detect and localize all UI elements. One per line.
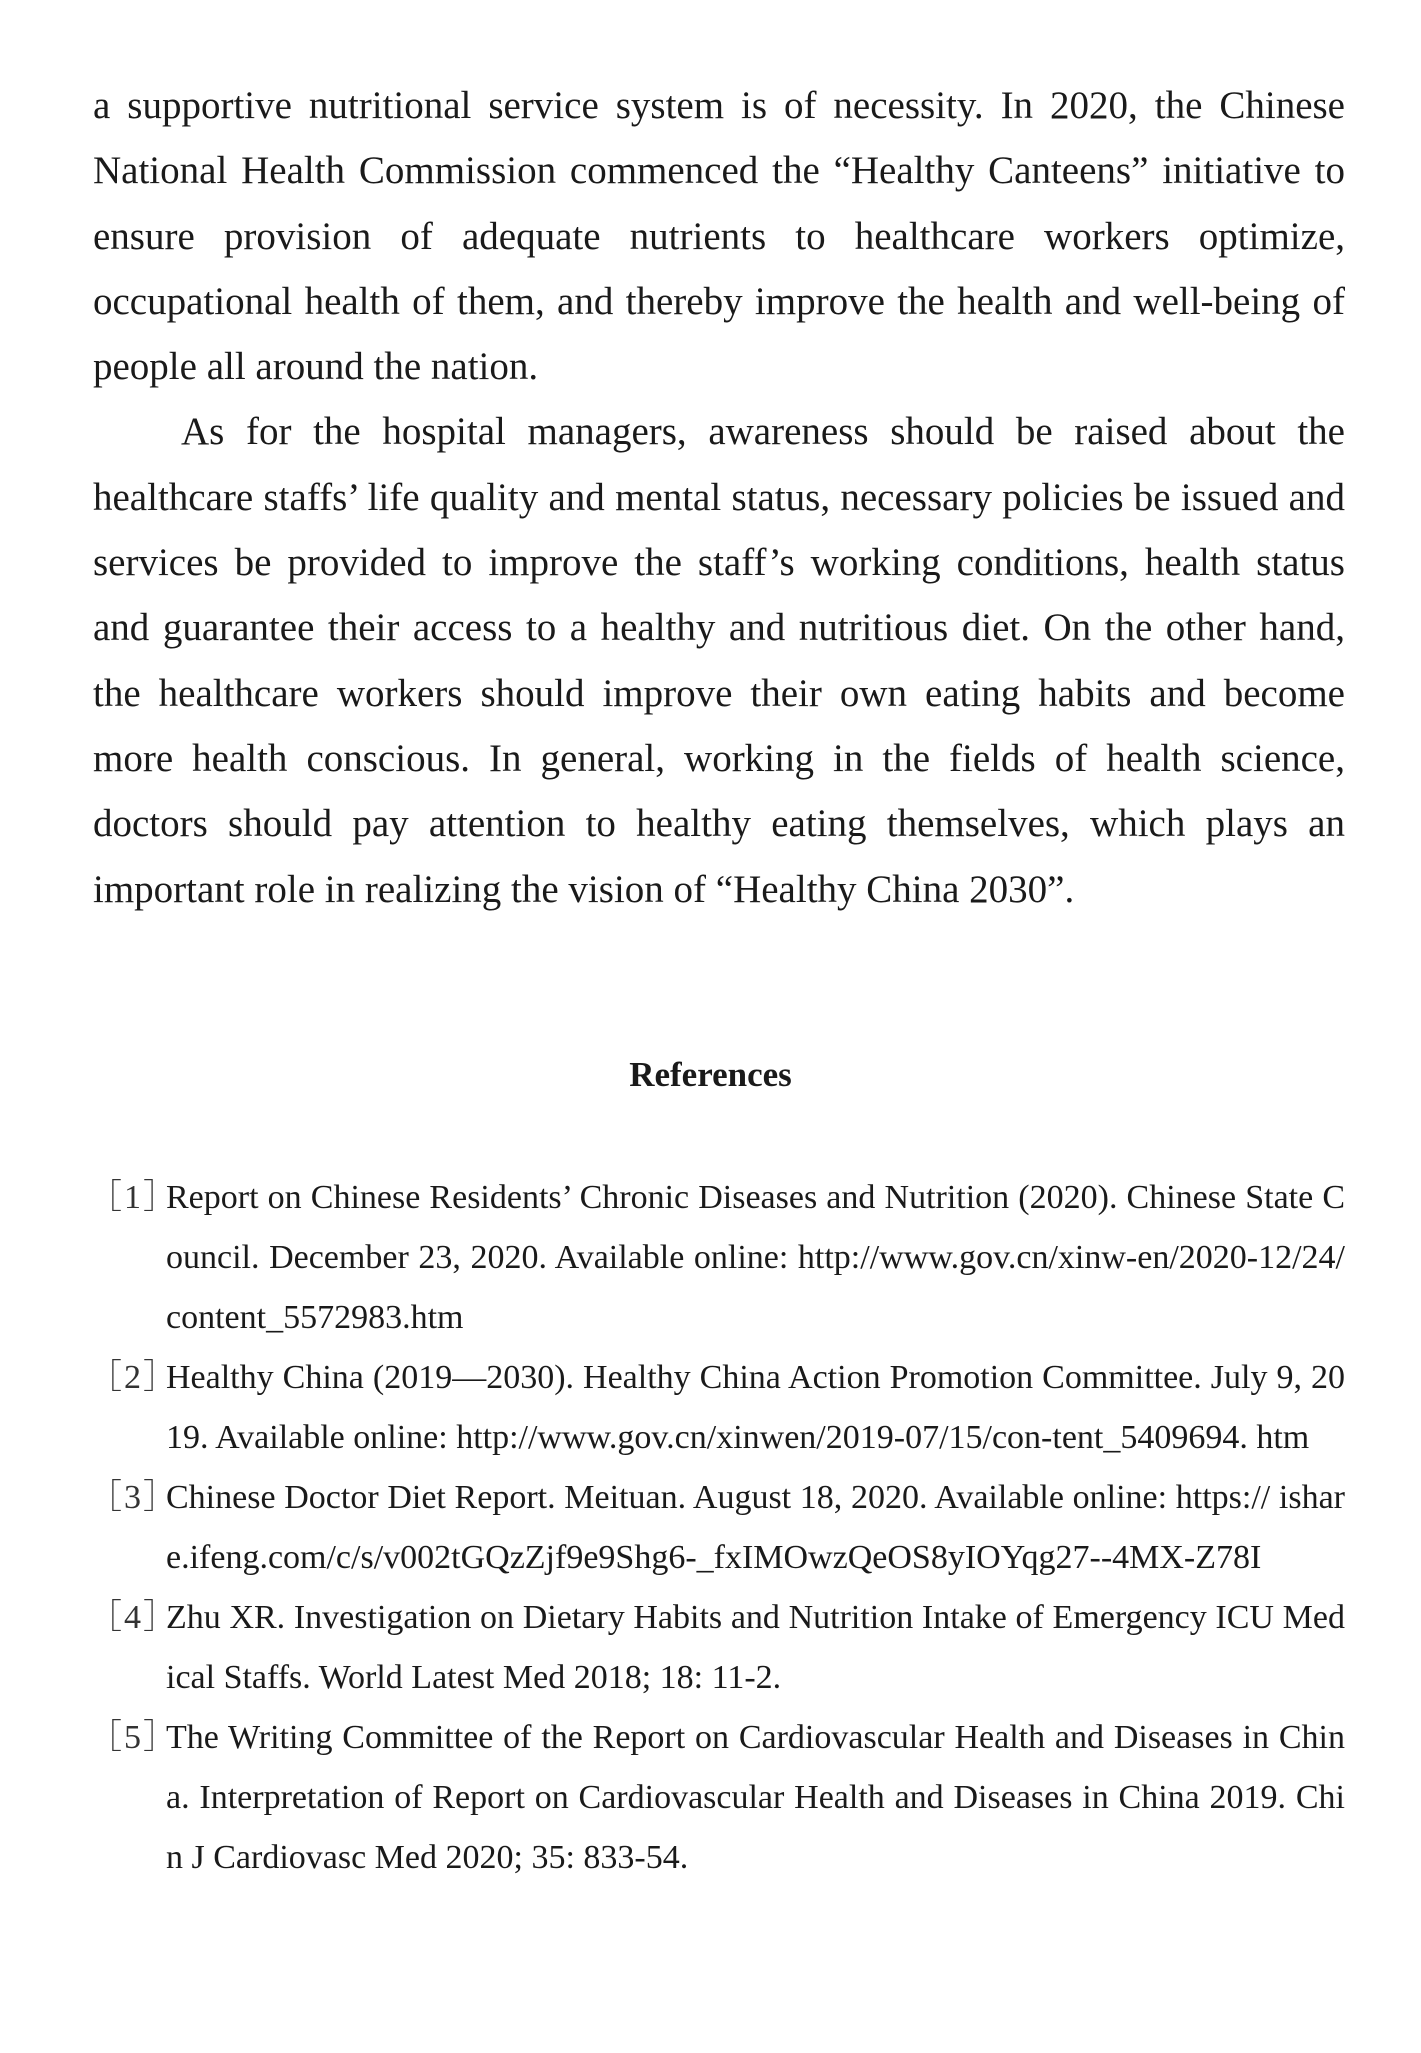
reference-item xyxy=(88,1468,1345,1588)
reference-list xyxy=(88,1168,1345,1888)
reference-item xyxy=(88,1588,1345,1708)
reference-item xyxy=(88,1168,1345,1348)
reference-number: ［3］ xyxy=(88,1479,179,1516)
paragraph-healthy-canteens: a supportive nutritional service system is of necessity. In 2020, the Chinese National Health Commission commenced the “Healthy Canteens” initiative to ensure provision of adequate nutrients to healthcare workers optimize, occupational health of them, and thereby improve the health and well-being of people all around the nation. xyxy=(93,84,1345,389)
reference-text: Healthy China (2019—2030). Healthy China Action Promotion Committee. July 9, 2019. Available online: http://www.gov.cn/xinwen/2019-07/15/con-tent_5409694. htm xyxy=(166,1359,1345,1456)
reference-text: Chinese Doctor Diet Report. Meituan. August 18, 2020. Available online: https:// ishare.ifeng.com/c/s/v002tGQzZjf9e9Shg6-_fxIMOwzQeOS8yIOYqg27--4MX-Z78I xyxy=(166,1479,1345,1576)
reference-number: ［2］ xyxy=(88,1359,179,1396)
reference-number: ［5］ xyxy=(88,1719,179,1756)
reference-text: Report on Chinese Residents’ Chronic Diseases and Nutrition (2020). Chinese State Council. December 23, 2020. Available online: http://www.gov.cn/xinw-en/2020-12/24/content_5572983.htm xyxy=(166,1179,1345,1336)
reference-number: ［1］ xyxy=(88,1179,179,1216)
reference-text: Zhu XR. Investigation on Dietary Habits and Nutrition Intake of Emergency ICU Medical Staffs. World Latest Med 2018; 18: 11-2. xyxy=(166,1599,1345,1696)
references-heading: References xyxy=(629,1055,792,1094)
reference-text: The Writing Committee of the Report on Cardiovascular Health and Diseases in China. Interpretation of Report on Cardiovascular Health and Diseases in China 2019. Chin J Cardiovasc Med 2020; 35: 833-54. xyxy=(166,1719,1345,1876)
body-text xyxy=(93,73,1345,922)
reference-item xyxy=(88,1708,1345,1888)
paragraph-hospital-managers: As for the hospital managers, awareness should be raised about the healthcare staffs’ life quality and mental status, necessary policies be issued and services be provided to improve the staff’s working conditions, health status and guarantee their access to a healthy and nutritious diet. On the other hand, the healthcare workers should improve their own eating habits and become more health conscious. In general, working in the fields of health science, doctors should pay attention to healthy eating themselves, which plays an important role in realizing the vision of “Healthy China 2030”. xyxy=(93,410,1345,911)
reference-number: ［4］ xyxy=(88,1599,179,1636)
reference-item xyxy=(88,1348,1345,1468)
